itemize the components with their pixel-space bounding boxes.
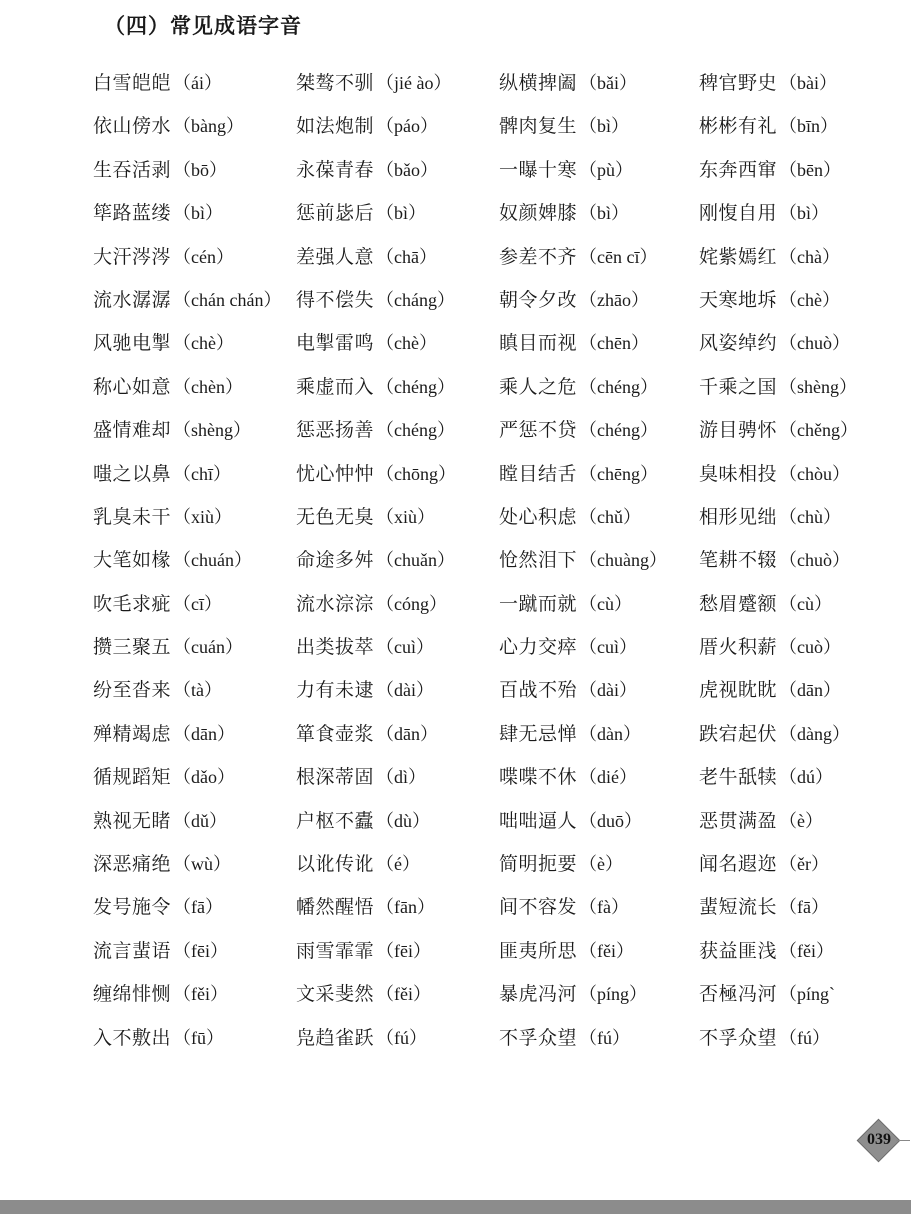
idiom-entry (499, 761, 699, 804)
pinyin-text: （chà） (779, 246, 840, 267)
idiom-entry (499, 805, 699, 848)
pinyin-text: （chī） (173, 463, 232, 484)
idiom-entry (296, 718, 499, 761)
idiom-entry (499, 848, 699, 891)
pinyin-text: （dàn） (579, 723, 642, 744)
idiom-text: 严惩不贷 (499, 419, 578, 442)
pinyin-text: （chéng） (376, 420, 455, 441)
pinyin-text: （fēi） (376, 940, 431, 961)
idiom-text: 嗤之以鼻 (93, 462, 172, 485)
idiom-text: 永葆青春 (296, 158, 375, 181)
idiom-text: 差强人意 (296, 245, 375, 268)
idiom-entry (296, 67, 499, 110)
bottom-bar (0, 1200, 911, 1214)
idiom-text: 乳臭未干 (93, 505, 172, 528)
pinyin-text: （cuò） (779, 637, 842, 658)
idiom-text: 百战不殆 (499, 679, 578, 702)
pinyin-text: （fēi） (173, 940, 228, 961)
idiom-entry (699, 284, 889, 327)
idiom-text: 桀骜不驯 (296, 72, 375, 94)
idiom-text: 不孚众望 (699, 1026, 778, 1049)
idiom-entry (699, 761, 889, 804)
idiom-entry (93, 761, 296, 804)
pinyin-text: （chōng） (376, 463, 457, 484)
idiom-text: 奴颜婢膝 (499, 202, 578, 225)
idiom-entry (499, 284, 699, 327)
pinyin-text: （cī） (173, 593, 223, 614)
idiom-text: 电掣雷鸣 (296, 332, 375, 355)
idiom-entry (296, 327, 499, 370)
idiom-entry (93, 631, 296, 674)
idiom-text: 彬彬有礼 (699, 115, 778, 138)
pinyin-text: （bīn） (779, 116, 839, 137)
pinyin-text: （fà） (579, 897, 629, 918)
idiom-text: 称心如意 (93, 375, 172, 398)
pinyin-text: （fān） (376, 897, 435, 918)
pinyin-text: （bǎo） (376, 159, 439, 180)
pinyin-text: （chā） (376, 246, 437, 267)
idiom-text: 惩恶扬善 (296, 419, 375, 442)
idiom-text: 殚精竭虑 (93, 722, 172, 745)
pinyin-text: （dàng） (779, 723, 851, 744)
idiom-entry (93, 197, 296, 240)
pinyin-text: （chuǎn） (376, 550, 455, 571)
idiom-entry (499, 501, 699, 544)
idiom-text: 朝令夕改 (499, 288, 578, 311)
idiom-text: 间不容发 (499, 896, 578, 919)
idiom-text: 攒三聚五 (93, 636, 172, 659)
idiom-text: 力有未逮 (296, 679, 375, 702)
idiom-entry (499, 631, 699, 674)
idiom-text: 老牛舐犊 (699, 766, 778, 789)
idiom-text: 乘人之危 (499, 375, 578, 398)
idiom-text: 纵横捭阖 (499, 72, 578, 94)
idiom-entry (499, 371, 699, 414)
page-number-badge (858, 1120, 900, 1162)
idiom-entry (296, 241, 499, 284)
idiom-text: 闻名遐迩 (699, 853, 778, 876)
pinyin-text: （shèng） (173, 420, 252, 441)
pinyin-text: （é） (376, 854, 421, 875)
pinyin-text: （chēng） (579, 463, 658, 484)
pinyin-text: （fū） (173, 1027, 225, 1048)
idiom-entry (296, 110, 499, 153)
pinyin-text: （dǎo） (173, 767, 236, 788)
pinyin-text: （chuò） (779, 333, 851, 354)
idiom-entry (296, 891, 499, 934)
idiom-grid (93, 67, 889, 1065)
idiom-text: 风驰电掣 (93, 332, 172, 355)
idiom-text: 雨雪霏霏 (296, 939, 375, 962)
pinyin-text: （bì） (376, 203, 427, 224)
idiom-text: 相形见绌 (699, 505, 778, 528)
pinyin-text: （fú） (779, 1027, 831, 1048)
pinyin-text: （chěng） (779, 420, 858, 441)
idiom-text: 流言蜚语 (93, 939, 172, 962)
idiom-entry (499, 544, 699, 587)
pinyin-text: （dài） (376, 680, 435, 701)
pinyin-text: （dǔ） (173, 810, 228, 831)
idiom-entry (699, 67, 889, 110)
idiom-entry (499, 154, 699, 197)
pinyin-text: （chòu） (779, 463, 851, 484)
idiom-entry (499, 588, 699, 631)
idiom-entry (499, 978, 699, 1021)
idiom-entry (296, 588, 499, 631)
pinyin-text: （cóng） (376, 593, 448, 614)
pinyin-text: （fěi） (579, 940, 634, 961)
pinyin-text: （bǎi） (579, 73, 638, 93)
pinyin-text: （duō） (579, 810, 643, 831)
idiom-entry (296, 978, 499, 1021)
idiom-entry (93, 805, 296, 848)
idiom-entry (296, 371, 499, 414)
idiom-entry (296, 935, 499, 978)
idiom-entry (93, 935, 296, 978)
idiom-entry (296, 284, 499, 327)
idiom-text: 东奔西窜 (699, 158, 778, 181)
idiom-entry (499, 458, 699, 501)
pinyin-text: （chéng） (579, 420, 658, 441)
pinyin-text: （fěi） (779, 940, 834, 961)
pinyin-text: （chuò） (779, 550, 851, 571)
idiom-text: 虎视眈眈 (699, 679, 778, 702)
idiom-entry (296, 674, 499, 717)
pinyin-text: （páo） (376, 116, 439, 137)
idiom-text: 流水潺潺 (93, 288, 172, 311)
idiom-entry (499, 935, 699, 978)
pinyin-text: （jié ào） (376, 73, 452, 93)
idiom-entry (699, 631, 889, 674)
idiom-entry (699, 718, 889, 761)
idiom-text: 依山傍水 (93, 115, 172, 138)
pinyin-text: （bō） (173, 159, 228, 180)
idiom-text: 瞠目结舌 (499, 462, 578, 485)
pinyin-text: （è） (579, 854, 624, 875)
pinyin-text: （dié） (579, 767, 638, 788)
idiom-entry (699, 197, 889, 240)
idiom-entry (499, 110, 699, 153)
idiom-entry (296, 544, 499, 587)
idiom-text: 咄咄逼人 (499, 809, 578, 832)
idiom-entry (93, 154, 296, 197)
idiom-text: 忧心忡忡 (296, 462, 375, 485)
idiom-text: 千乘之国 (699, 375, 778, 398)
idiom-entry (93, 458, 296, 501)
idiom-entry (499, 891, 699, 934)
idiom-text: 一曝十寒 (499, 158, 578, 181)
idiom-entry (699, 458, 889, 501)
idiom-entry (699, 414, 889, 457)
pinyin-text: （fěi） (173, 984, 228, 1005)
idiom-entry (699, 935, 889, 978)
idiom-entry (699, 110, 889, 153)
pinyin-text: （tà） (173, 680, 223, 701)
idiom-text: 凫趋雀跃 (296, 1026, 375, 1049)
idiom-entry (499, 67, 699, 110)
idiom-entry (296, 458, 499, 501)
idiom-entry (499, 414, 699, 457)
idiom-text: 深恶痛绝 (93, 853, 172, 876)
idiom-entry (699, 978, 889, 1021)
idiom-text: 笔耕不辍 (699, 549, 778, 572)
idiom-entry (296, 805, 499, 848)
idiom-text: 简明扼要 (499, 853, 578, 876)
pinyin-text: （bì） (579, 116, 630, 137)
pinyin-text: （bàng） (173, 116, 245, 137)
idiom-text: 匪夷所思 (499, 939, 578, 962)
idiom-text: 根深蒂固 (296, 766, 375, 789)
idiom-entry (93, 241, 296, 284)
idiom-entry (93, 544, 296, 587)
pinyin-text: （fā） (173, 897, 223, 918)
idiom-text: 恶贯满盈 (699, 809, 778, 832)
pinyin-text: （píng` (779, 984, 836, 1005)
idiom-entry (699, 891, 889, 934)
idiom-text: 纷至沓来 (93, 679, 172, 702)
idiom-entry (296, 848, 499, 891)
idiom-text: 髀肉复生 (499, 115, 578, 138)
idiom-text: 入不敷出 (93, 1026, 172, 1049)
pinyin-text: （fā） (779, 897, 829, 918)
idiom-text: 暴虎冯河 (499, 983, 578, 1006)
pinyin-text: （chéng） (376, 376, 455, 397)
idiom-entry (699, 154, 889, 197)
idiom-text: 白雪皑皑 (93, 72, 172, 94)
idiom-text: 获益匪浅 (699, 939, 778, 962)
idiom-text: 惩前毖后 (296, 202, 375, 225)
idiom-text: 臭味相投 (699, 462, 778, 485)
idiom-text: 无色无臭 (296, 505, 375, 528)
idiom-text: 生吞活剥 (93, 158, 172, 181)
idiom-text: 稗官野史 (699, 72, 778, 94)
idiom-text: 心力交瘁 (499, 636, 578, 659)
section-heading: （四）常见成语字音 (104, 13, 302, 38)
idiom-entry (93, 718, 296, 761)
idiom-text: 吹毛求疵 (93, 592, 172, 615)
idiom-entry (499, 197, 699, 240)
pinyin-text: （chéng） (579, 376, 658, 397)
pinyin-text: （dú） (779, 767, 834, 788)
pinyin-text: （dì） (376, 767, 427, 788)
idiom-text: 大汗涔涔 (93, 245, 172, 268)
idiom-entry (296, 761, 499, 804)
idiom-text: 发号施令 (93, 896, 172, 919)
pinyin-text: （dài） (579, 680, 638, 701)
idiom-entry (296, 154, 499, 197)
idiom-text: 不孚众望 (499, 1026, 578, 1049)
idiom-text: 命途多舛 (296, 549, 375, 572)
pinyin-text: （fěi） (376, 984, 431, 1005)
idiom-entry (699, 1022, 889, 1065)
idiom-text: 天寒地坼 (699, 288, 778, 311)
pinyin-text: （bēn） (779, 159, 842, 180)
idiom-entry (699, 674, 889, 717)
pinyin-text: （chè） (173, 333, 234, 354)
pinyin-text: （cuán） (173, 637, 243, 658)
idiom-text: 如法炮制 (296, 115, 375, 138)
idiom-entry (93, 414, 296, 457)
pinyin-text: （chán chán） (173, 289, 282, 310)
pinyin-text: （fú） (579, 1027, 631, 1048)
idiom-text: 熟视无睹 (93, 809, 172, 832)
pinyin-text: （cháng） (376, 289, 455, 310)
idiom-text: 乘虚而入 (296, 375, 375, 398)
idiom-entry (699, 241, 889, 284)
pinyin-text: （dù） (376, 810, 431, 831)
idiom-entry (499, 241, 699, 284)
pinyin-text: （cēn cī） (579, 246, 658, 267)
pinyin-text: （bì） (579, 203, 630, 224)
pinyin-text: （cuì） (376, 637, 435, 658)
pinyin-text: （chǔ） (579, 506, 642, 527)
idiom-text: 箪食壶浆 (296, 722, 375, 745)
pinyin-text: （bài） (779, 73, 838, 93)
pinyin-text: （xiù） (173, 506, 233, 527)
idiom-entry (499, 1022, 699, 1065)
idiom-entry (296, 1022, 499, 1065)
idiom-text: 筚路蓝缕 (93, 202, 172, 225)
pinyin-text: （píng） (579, 984, 648, 1005)
idiom-entry (699, 371, 889, 414)
idiom-text: 处心积虑 (499, 505, 578, 528)
idiom-entry (296, 501, 499, 544)
idiom-text: 姹紫嫣红 (699, 245, 778, 268)
idiom-text: 出类拔萃 (296, 636, 375, 659)
pinyin-text: （ěr） (779, 854, 829, 875)
pinyin-text: （bì） (173, 203, 224, 224)
pinyin-text: （chuán） (173, 550, 252, 571)
idiom-text: 游目骋怀 (699, 419, 778, 442)
idiom-text: 刚愎自用 (699, 202, 778, 225)
idiom-text: 幡然醒悟 (296, 896, 375, 919)
idiom-text: 厝火积薪 (699, 636, 778, 659)
idiom-entry (93, 674, 296, 717)
idiom-text: 流水淙淙 (296, 592, 375, 615)
idiom-entry (296, 631, 499, 674)
pinyin-text: （dān） (779, 680, 842, 701)
idiom-text: 循规蹈矩 (93, 766, 172, 789)
idiom-text: 缠绵悱恻 (93, 983, 172, 1006)
pinyin-text: （chuàng） (579, 550, 667, 571)
pinyin-text: （fú） (376, 1027, 428, 1048)
idiom-text: 否極冯河 (699, 983, 778, 1006)
idiom-text: 文采斐然 (296, 983, 375, 1006)
idiom-text: 肆无忌惮 (499, 722, 578, 745)
pinyin-text: （xiù） (376, 506, 436, 527)
pinyin-text: （pù） (579, 159, 634, 180)
pinyin-text: （chù） (779, 506, 842, 527)
idiom-entry (499, 674, 699, 717)
idiom-entry (699, 544, 889, 587)
pinyin-text: （zhāo） (579, 289, 649, 310)
idiom-text: 喋喋不休 (499, 766, 578, 789)
pinyin-text: （ái） (173, 73, 223, 93)
idiom-entry (699, 848, 889, 891)
idiom-entry (699, 805, 889, 848)
idiom-entry (499, 327, 699, 370)
pinyin-text: （bì） (779, 203, 830, 224)
idiom-entry (296, 197, 499, 240)
idiom-entry (93, 284, 296, 327)
pinyin-text: （shèng） (779, 376, 858, 397)
idiom-text: 一蹴而就 (499, 592, 578, 615)
idiom-entry (93, 1022, 296, 1065)
idiom-entry (93, 501, 296, 544)
pinyin-text: （wù） (173, 854, 232, 875)
idiom-text: 瞋目而视 (499, 332, 578, 355)
idiom-entry (93, 110, 296, 153)
pinyin-text: （dān） (376, 723, 439, 744)
pinyin-text: （chèn） (173, 376, 243, 397)
idiom-text: 以讹传讹 (296, 853, 375, 876)
idiom-text: 蜚短流长 (699, 896, 778, 919)
idiom-text: 户枢不蠹 (296, 809, 375, 832)
idiom-entry (93, 848, 296, 891)
pinyin-text: （dān） (173, 723, 236, 744)
idiom-entry (93, 891, 296, 934)
idiom-text: 盛情难却 (93, 419, 172, 442)
pinyin-text: （cén） (173, 246, 234, 267)
pinyin-text: （è） (779, 810, 824, 831)
idiom-text: 跌宕起伏 (699, 722, 778, 745)
idiom-entry (699, 588, 889, 631)
pinyin-text: （chè） (779, 289, 840, 310)
pinyin-text: （cuì） (579, 637, 638, 658)
idiom-text: 风姿绰约 (699, 332, 778, 355)
idiom-entry (93, 978, 296, 1021)
idiom-text: 参差不齐 (499, 245, 578, 268)
pinyin-text: （chēn） (579, 333, 649, 354)
idiom-text: 得不偿失 (296, 288, 375, 311)
idiom-entry (699, 327, 889, 370)
pinyin-text: （chè） (376, 333, 437, 354)
idiom-entry (296, 414, 499, 457)
idiom-entry (93, 371, 296, 414)
idiom-text: 怆然泪下 (499, 549, 578, 572)
idiom-entry (699, 501, 889, 544)
page-number: 039 (867, 1131, 891, 1148)
pinyin-text: （cù） (779, 593, 833, 614)
idiom-entry (93, 327, 296, 370)
idiom-text: 愁眉蹙额 (699, 592, 778, 615)
idiom-entry (499, 718, 699, 761)
idiom-text: 大笔如椽 (93, 549, 172, 572)
idiom-entry (93, 588, 296, 631)
pinyin-text: （cù） (579, 593, 633, 614)
idiom-entry (93, 67, 296, 110)
